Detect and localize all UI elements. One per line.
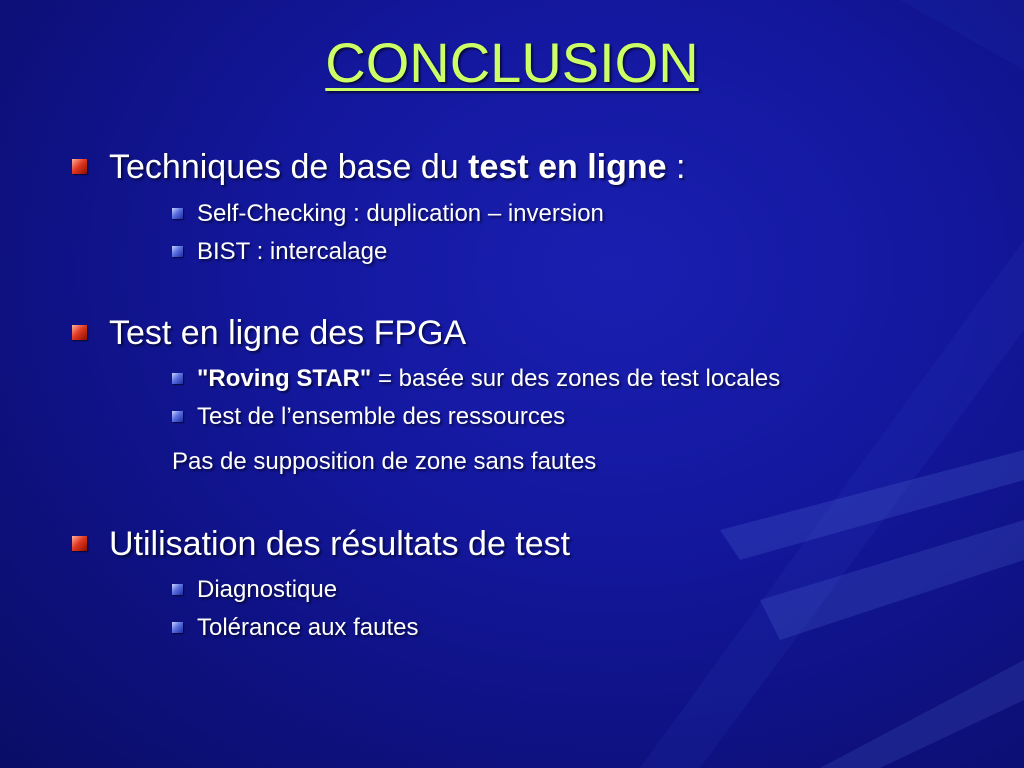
section-fpga-label: Test en ligne des FPGA	[109, 314, 467, 352]
blue-square-bullet-icon	[172, 373, 183, 384]
item-bist	[172, 238, 387, 266]
red-square-bullet-icon	[72, 325, 87, 340]
blue-square-bullet-icon	[172, 208, 183, 219]
section-utilisation	[72, 525, 570, 564]
red-square-bullet-icon	[72, 536, 87, 551]
item-self-checking-label: Self-Checking : duplication – inversion	[197, 200, 604, 227]
section-techniques-label-pre: Techniques de base du	[109, 148, 469, 186]
blue-square-bullet-icon	[172, 246, 183, 257]
section-fpga	[72, 314, 466, 353]
slide-title: CONCLUSION	[325, 31, 699, 94]
blue-square-bullet-icon	[172, 411, 183, 422]
item-tolerance-label: Tolérance aux fautes	[197, 614, 419, 641]
section-utilisation-label: Utilisation des résultats de test	[109, 525, 571, 563]
item-bist-label: BIST : intercalage	[197, 238, 388, 265]
item-ensemble-ressources	[172, 403, 565, 431]
section-techniques-label-post: :	[666, 148, 686, 186]
blue-square-bullet-icon	[172, 584, 183, 595]
note-no-fault-zone: Pas de supposition de zone sans fautes	[172, 448, 597, 475]
red-square-bullet-icon	[72, 159, 87, 174]
item-tolerance	[172, 614, 418, 642]
item-roving-star	[172, 365, 780, 393]
section-techniques-label-bold: test en ligne	[468, 148, 667, 186]
blue-square-bullet-icon	[172, 622, 183, 633]
item-roving-star-bold: "Roving STAR"	[197, 365, 372, 392]
item-self-checking	[172, 200, 604, 228]
item-ensemble-ressources-label: Test de l’ensemble des ressources	[197, 403, 566, 430]
section-techniques	[72, 148, 685, 187]
item-diagnostique	[172, 576, 337, 604]
item-diagnostique-label: Diagnostique	[197, 576, 338, 603]
item-roving-star-rest: = basée sur des zones de test locales	[371, 365, 781, 392]
